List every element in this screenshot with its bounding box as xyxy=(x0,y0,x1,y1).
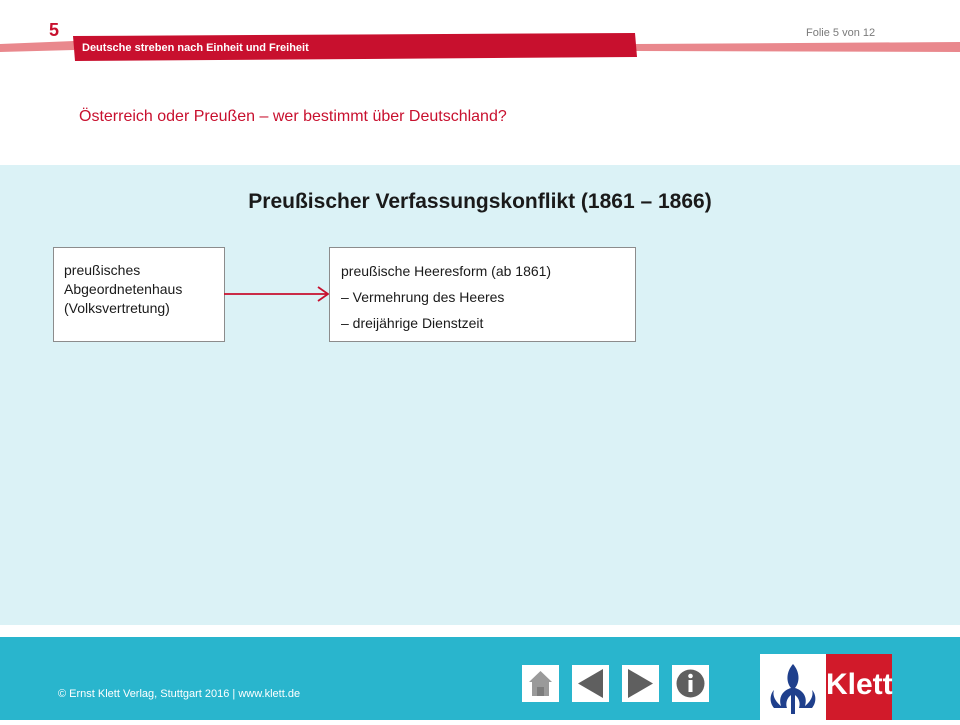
home-icon xyxy=(522,665,559,702)
army-reform-line: – Vermehrung des Heeres xyxy=(341,289,505,305)
page-title: Preußischer Verfassungskonflikt (1861 – 1866) xyxy=(248,190,712,213)
klett-logo xyxy=(760,654,892,720)
army-reform-box xyxy=(329,247,636,342)
chapter-number: 5 xyxy=(49,20,60,40)
slide-counter: Folie 5 von 12 xyxy=(806,27,876,39)
slide-subtitle: Österreich oder Preußen – wer bestimmt über Deutschland? xyxy=(79,108,507,125)
parliament-line: Abgeordnetenhaus xyxy=(64,281,183,297)
previous-slide-button[interactable] xyxy=(572,665,609,702)
previous-icon xyxy=(572,665,609,702)
army-reform-line: – dreijährige Dienstzeit xyxy=(341,315,484,331)
next-icon xyxy=(622,665,659,702)
parliament-line: (Volksvertretung) xyxy=(64,300,170,316)
content-area xyxy=(0,165,960,625)
info-button[interactable] xyxy=(672,665,709,702)
next-slide-button[interactable] xyxy=(622,665,659,702)
arrow-connector xyxy=(224,284,332,304)
chapter-title: Deutsche streben nach Einheit und Freiheit xyxy=(82,42,309,54)
info-icon xyxy=(672,665,709,702)
army-reform-line: preußische Heeresform (ab 1861) xyxy=(341,263,552,279)
home-button[interactable] xyxy=(522,665,559,702)
klett-logo-text: Klett xyxy=(826,668,893,701)
parliament-box xyxy=(53,247,225,342)
copyright-text: © Ernst Klett Verlag, Stuttgart 2016 | www.klett.de xyxy=(58,688,301,700)
parliament-line: preußisches xyxy=(64,262,141,278)
klett-lily-icon xyxy=(760,654,826,720)
